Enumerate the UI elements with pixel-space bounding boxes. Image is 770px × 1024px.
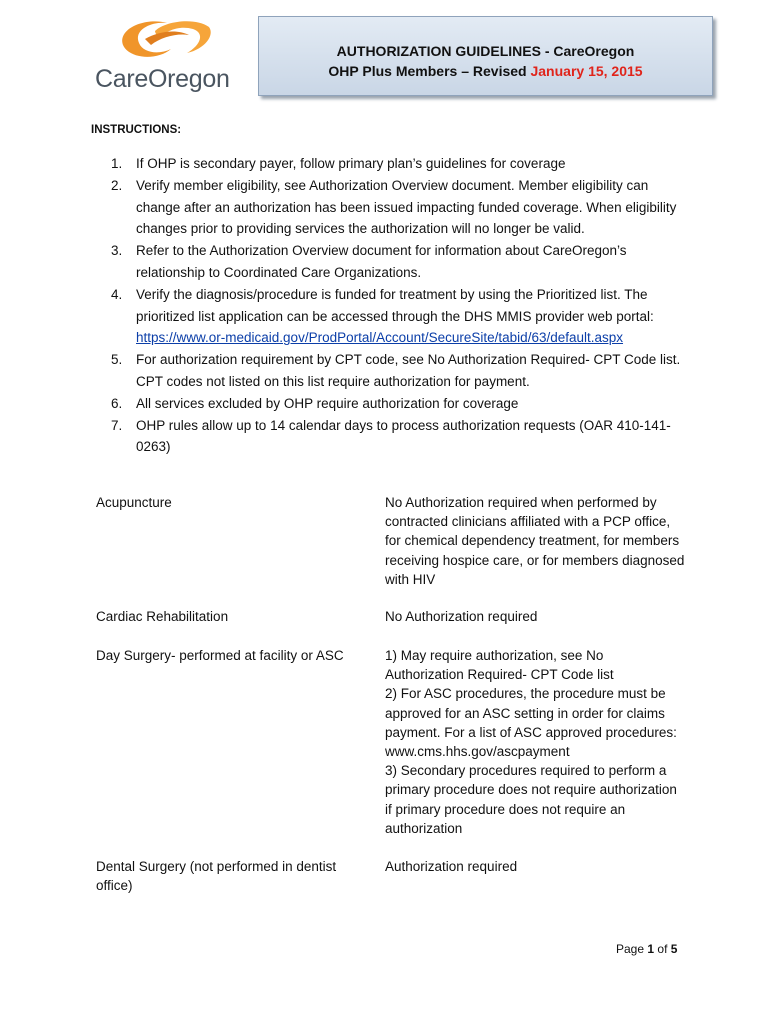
requirement-line: 1) May require authorization, see No Authorization Required- CPT Code list	[385, 648, 614, 683]
document-title: AUTHORIZATION GUIDELINES - CareOregon	[336, 43, 635, 59]
instruction-number: 5.	[111, 352, 123, 368]
requirement-line: 3) Secondary procedures required to perform a primary procedure does not require authorization if primary procedure does not require an authorization	[385, 763, 677, 836]
document-header	[258, 16, 713, 96]
instructions-list	[111, 153, 681, 458]
logo-swirl-icon	[115, 15, 215, 65]
instruction-item	[111, 175, 681, 240]
instruction-text: Verify member eligibility, see Authorization Overview document. Member eligibility can change after an authorization has been issued impacting funded coverage. When eligibility changes prior to providing services the authorization will no longer be valid.	[136, 177, 677, 237]
instruction-text: If OHP is secondary payer, follow primary plan’s guidelines for coverage	[136, 156, 566, 171]
page-of-label: of	[657, 942, 668, 956]
instruction-item	[111, 393, 681, 415]
instruction-number: 2.	[111, 177, 123, 193]
instruction-text: For authorization requirement by CPT code, see No Authorization Required- CPT Code list. CPT codes not listed on this list require authorization for payment.	[136, 352, 681, 389]
page-number	[616, 942, 677, 956]
instruction-text: Verify the diagnosis/procedure is funded for treatment by using the Prioritized list. The prioritized list application can be accessed through the DHS MMIS provider web portal:	[136, 286, 654, 324]
instruction-number: 4.	[111, 286, 123, 302]
service-name: Day Surgery- performed at facility or ASC	[96, 648, 344, 663]
instruction-number: 3.	[111, 243, 123, 259]
requirement-line: 2) For ASC procedures, the procedure must be approved for an ASC setting in order for claims payment. For a list of ASC approved procedures: www.cms.hhs.gov/ascpayment	[385, 686, 677, 760]
instruction-text: OHP rules allow up to 14 calendar days to process authorization requests (OAR 410-141-0263)	[136, 417, 671, 455]
page-total: 5	[670, 942, 678, 956]
instruction-item	[111, 349, 681, 393]
requirement-line: Authorization required	[385, 859, 518, 874]
instruction-item	[111, 240, 681, 284]
revised-date: January 15, 2015	[530, 63, 643, 79]
instruction-text: Refer to the Authorization Overview document for information about CareOregon’s relationship to Coordinated Care Organizations.	[136, 243, 627, 280]
page-current: 1	[647, 942, 655, 956]
requirement-line: No Authorization required when performed by contracted clinicians affiliated with a PCP office, for chemical dependency treatment, for members receiving hospice care, or for members diagnosed with HIV	[385, 495, 685, 587]
service-requirement	[385, 646, 685, 838]
instruction-number: 7.	[111, 417, 123, 433]
service-requirement	[385, 493, 685, 589]
service-name: Cardiac Rehabilitation	[96, 609, 229, 624]
requirement-line: No Authorization required	[385, 609, 538, 624]
mmis-portal-link[interactable]: https://www.or-medicaid.gov/ProdPortal/Account/SecureSite/tabid/63/default.aspx	[136, 330, 624, 346]
service-requirement	[385, 607, 685, 626]
logo-text: CareOregon	[95, 65, 230, 93]
subtitle-prefix: OHP Plus Members – Revised	[328, 63, 527, 79]
instruction-number: 1.	[111, 156, 123, 171]
instruction-item	[111, 153, 681, 175]
instruction-number: 6.	[111, 395, 123, 411]
service-requirement	[385, 857, 685, 876]
instruction-item	[111, 284, 681, 349]
instructions-heading: INSTRUCTIONS:	[91, 124, 182, 136]
instruction-text: All services excluded by OHP require authorization for coverage	[136, 395, 519, 411]
document-subtitle	[259, 63, 712, 79]
careoregon-logo	[93, 15, 238, 93]
service-name: Acupuncture	[96, 495, 172, 510]
instruction-item	[111, 415, 681, 459]
service-name: Dental Surgery (not performed in dentist office)	[96, 859, 337, 894]
page-label: Page	[616, 942, 645, 956]
